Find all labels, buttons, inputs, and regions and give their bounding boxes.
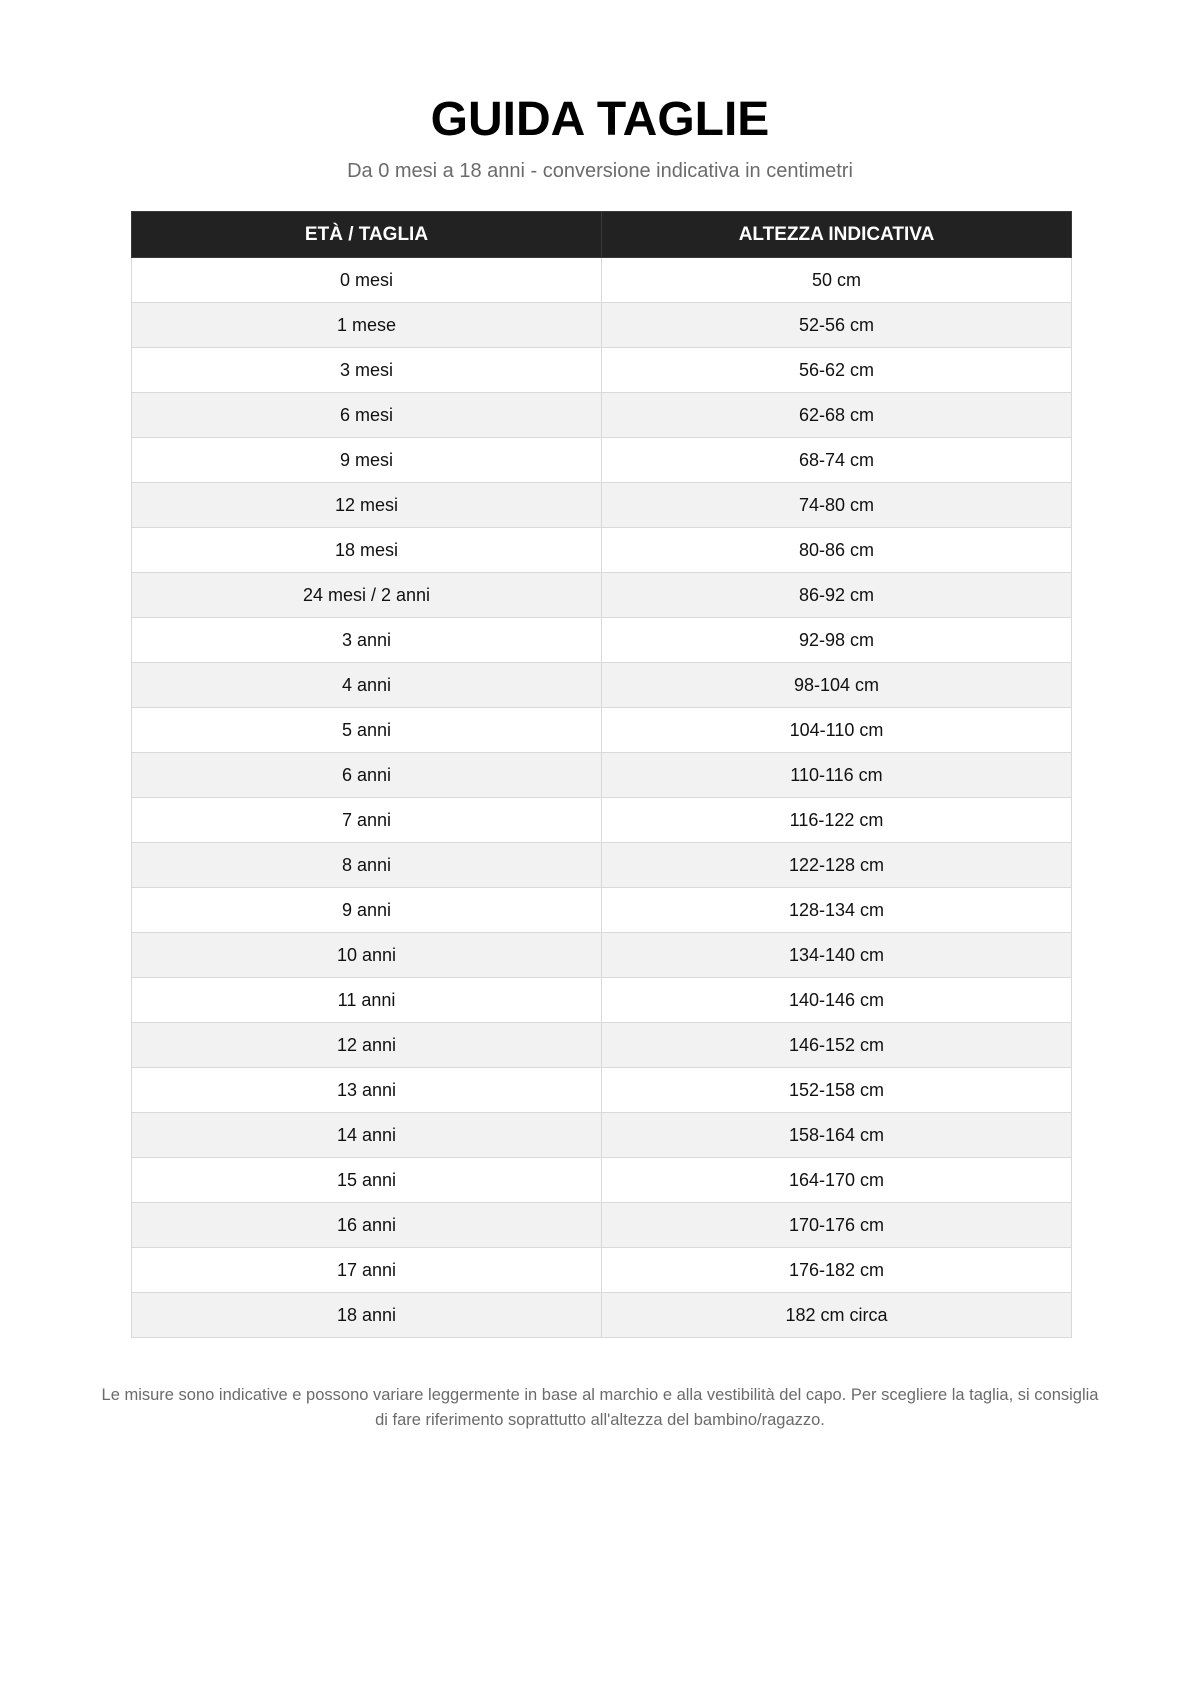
age-size-cell: 16 anni (132, 1203, 602, 1248)
age-size-cell: 18 anni (132, 1293, 602, 1338)
age-size-cell: 6 anni (132, 753, 602, 798)
height-cell: 134-140 cm (602, 933, 1072, 978)
height-cell: 140-146 cm (602, 978, 1072, 1023)
table-row (132, 258, 1072, 303)
height-cell: 128-134 cm (602, 888, 1072, 933)
height-cell: 182 cm circa (602, 1293, 1072, 1338)
age-size-cell: 6 mesi (132, 393, 602, 438)
age-size-cell: 12 anni (132, 1023, 602, 1068)
height-cell: 52-56 cm (602, 303, 1072, 348)
table-row (132, 1248, 1072, 1293)
table-row (132, 978, 1072, 1023)
table-row (132, 753, 1072, 798)
height-cell: 110-116 cm (602, 753, 1072, 798)
table-row (132, 618, 1072, 663)
height-cell: 104-110 cm (602, 708, 1072, 753)
height-cell: 98-104 cm (602, 663, 1072, 708)
height-cell: 86-92 cm (602, 573, 1072, 618)
age-size-cell: 24 mesi / 2 anni (132, 573, 602, 618)
height-cell: 170-176 cm (602, 1203, 1072, 1248)
age-size-cell: 18 mesi (132, 528, 602, 573)
table-row (132, 528, 1072, 573)
table-row (132, 348, 1072, 393)
table-row (132, 573, 1072, 618)
age-size-cell: 0 mesi (132, 258, 602, 303)
table-row (132, 888, 1072, 933)
table-body (132, 258, 1072, 1338)
age-size-cell: 4 anni (132, 663, 602, 708)
age-size-cell: 12 mesi (132, 483, 602, 528)
footer-note: Le misure sono indicative e possono variare leggermente in base al marchio e alla vestibilità del capo. Per scegliere la taglia, si consiglia di fare riferimento soprattutto all'altezza del bambino/ragazzo. (101, 1385, 1099, 1429)
age-size-cell: 7 anni (132, 798, 602, 843)
height-cell: 80-86 cm (602, 528, 1072, 573)
table-header-row (132, 212, 1072, 258)
age-size-cell: 11 anni (132, 978, 602, 1023)
table-row (132, 1068, 1072, 1113)
height-cell: 92-98 cm (602, 618, 1072, 663)
page-subtitle: Da 0 mesi a 18 anni - conversione indicativa in centimetri (347, 160, 853, 182)
height-cell: 116-122 cm (602, 798, 1072, 843)
age-size-cell: 3 mesi (132, 348, 602, 393)
age-size-cell: 13 anni (132, 1068, 602, 1113)
age-size-cell: 17 anni (132, 1248, 602, 1293)
age-size-cell: 15 anni (132, 1158, 602, 1203)
table-row (132, 798, 1072, 843)
table-row (132, 1113, 1072, 1158)
height-cell: 146-152 cm (602, 1023, 1072, 1068)
height-cell: 62-68 cm (602, 393, 1072, 438)
table-row (132, 1203, 1072, 1248)
height-cell: 158-164 cm (602, 1113, 1072, 1158)
height-cell: 56-62 cm (602, 348, 1072, 393)
page-title: GUIDA TAGLIE (430, 93, 770, 146)
table-row (132, 843, 1072, 888)
size-table (131, 211, 1072, 1338)
table-header (132, 212, 1072, 258)
age-size-cell: 8 anni (132, 843, 602, 888)
age-size-cell: 14 anni (132, 1113, 602, 1158)
table-row (132, 438, 1072, 483)
height-cell: 74-80 cm (602, 483, 1072, 528)
height-cell: 164-170 cm (602, 1158, 1072, 1203)
age-size-cell: 5 anni (132, 708, 602, 753)
table-row (132, 1293, 1072, 1338)
height-cell: 50 cm (602, 258, 1072, 303)
height-cell: 68-74 cm (602, 438, 1072, 483)
table-row (132, 303, 1072, 348)
age-size-cell: 3 anni (132, 618, 602, 663)
age-size-cell: 1 mese (132, 303, 602, 348)
table-row (132, 663, 1072, 708)
height-cell: 176-182 cm (602, 1248, 1072, 1293)
age-size-cell: 9 mesi (132, 438, 602, 483)
table-row (132, 933, 1072, 978)
table-row (132, 483, 1072, 528)
height-cell: 152-158 cm (602, 1068, 1072, 1113)
table-row (132, 1158, 1072, 1203)
table-row (132, 393, 1072, 438)
table-row (132, 1023, 1072, 1068)
column-header-age-size: ETÀ / TAGLIA (132, 212, 602, 258)
column-header-height: ALTEZZA INDICATIVA (602, 212, 1072, 258)
age-size-cell: 10 anni (132, 933, 602, 978)
table-row (132, 708, 1072, 753)
height-cell: 122-128 cm (602, 843, 1072, 888)
age-size-cell: 9 anni (132, 888, 602, 933)
